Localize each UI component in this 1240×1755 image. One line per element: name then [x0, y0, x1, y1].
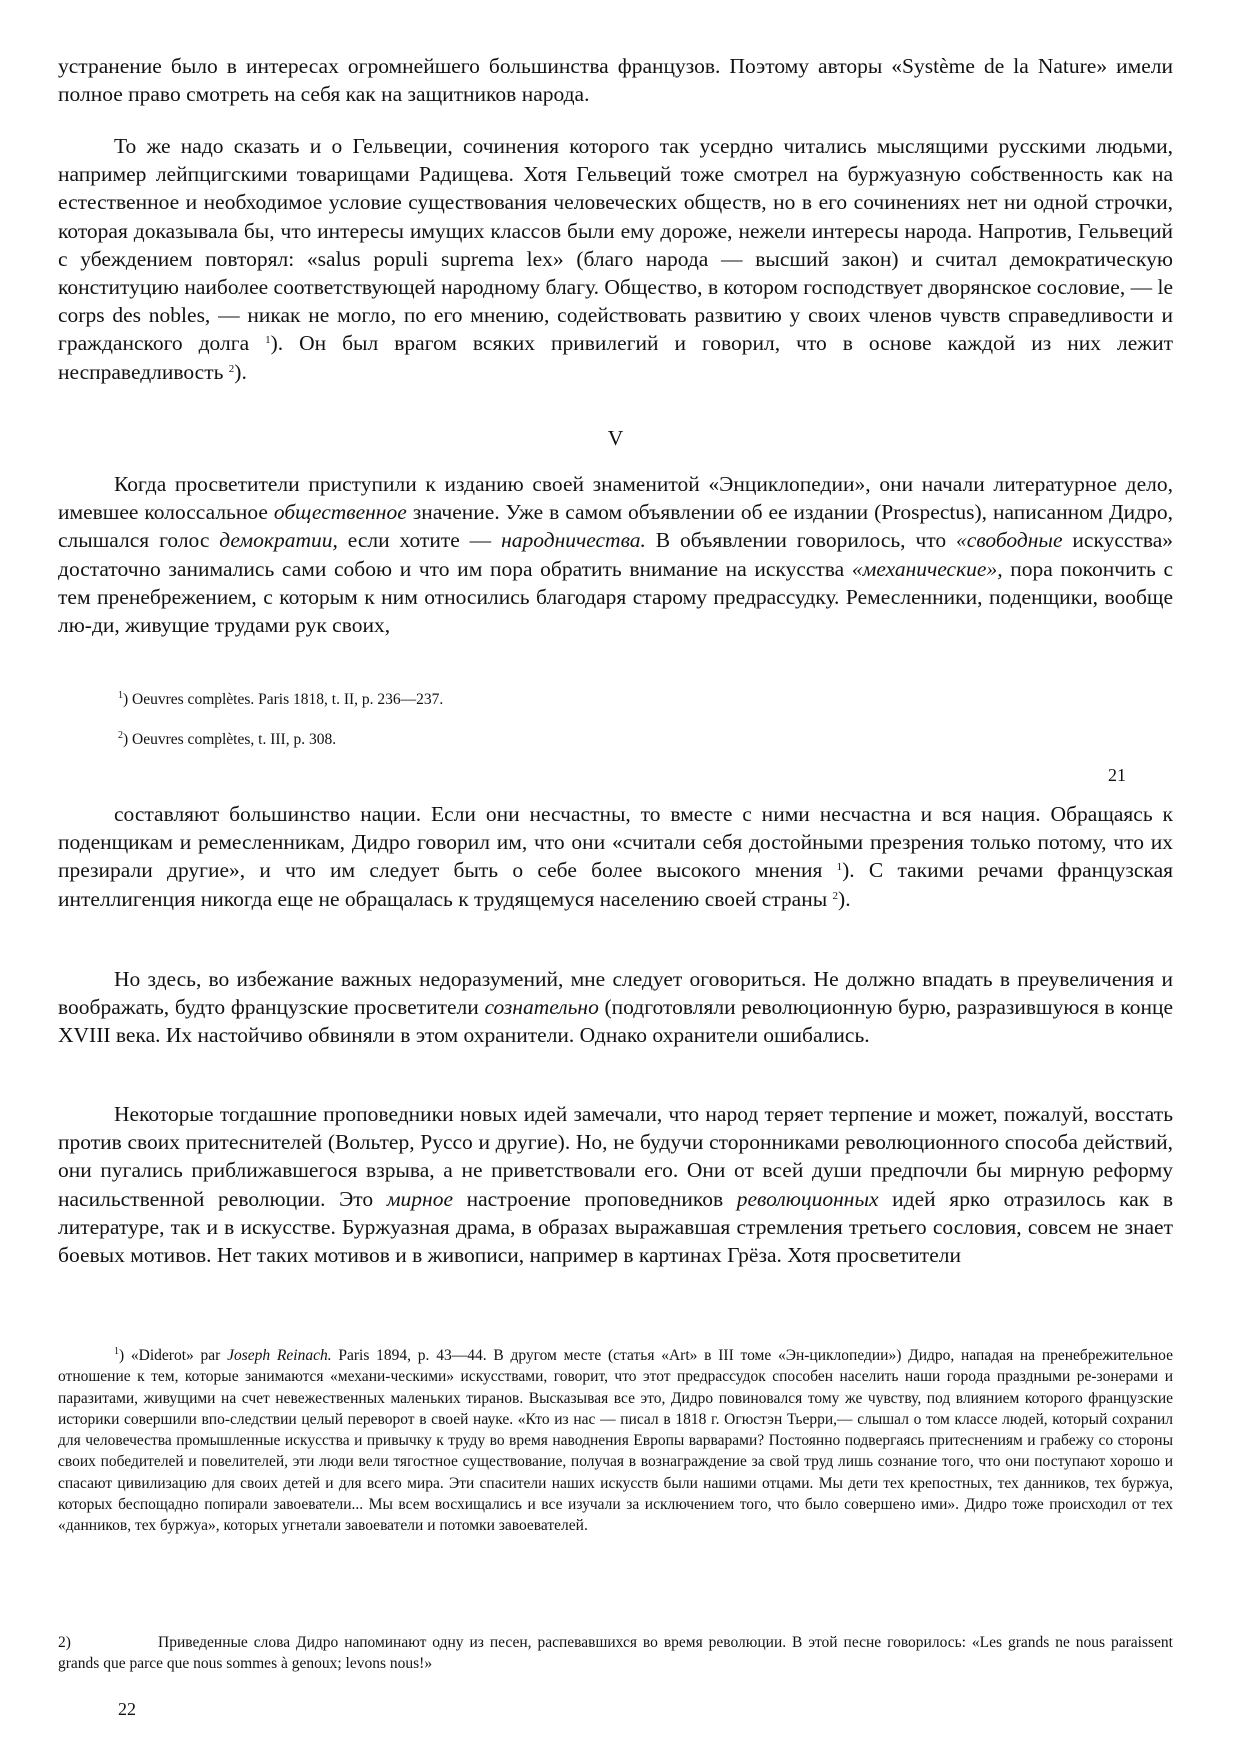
paragraph-encyclopedia: Когда просветители приступили к изданию своей знаменитой «Энциклопедии», они начали литературное дело, имевшее колоссальное общественное значение. Уже в самом объявлении об ее издании (Prospectus), написанном Дидро, слышался голос демократии, если хотите — народничества. В объявлении говорилось, что «свободные искусства» достаточно занимались сами собою и что им пора обратить внимание на искусства «механические», пора покончить с тем пренебрежением, с которым к ним относились благодаря старому предрассудку. Ремесленники, поденщики, вообще лю-ди, живущие трудами рук своих, — [58, 472, 1174, 638]
footnote-diderot: $^1$) «Diderot» par Joseph Reinach. Paris 1894, p. 43—44. В другом месте (статья «Art» в III томе «Эн-циклопедии») Дидро, нападая на пренебрежительное отношение к тем, которые занимаются «механи-ческими» искусствами, говорит, что этот предрассудок способен населить наши города праздными ре-зонерами и паразитами, живущими на счет невежественных маленьких тиранов. Высказывая все это, Дидро повиновался тому же чувству, под влиянием которого французские историки совершили впо-следствии целый переворот в своей науке. «Кто из нас — писал в 1818 г. Огюстэн Тьерри,— слышал о том классе людей, который сохранил для человечества промышленные искусства и привычку к труду во время наводнения Европы варварами? Постоянно подвергаясь притеснениям и грабежу со стороны своих победителей и повелителей, эти люди вели тягостное существование, получая в вознаграждение за свой труд лишь сознание того, что они поступают хорошо и спасают цивилизацию для своих детей и для всего мира. Эти спасители наших искусств были нашими отцами. Мы дети тех крепостных, тех данников, тех буржуа, которых беспощадно попирали завоеватели... Мы всем восхищались и все изучали за исключением того, что было совершено ими». Дидро тоже происходил от тех «данников, тех буржуа», которых угнетали завоеватели и потомки завоевателей. — [58, 1346, 1174, 1535]
paragraph-helvetius: То же надо сказать и о Гельвеции, сочинения которого так усердно читались мыслящими русскими людьми, например лейпцигскими товарищами Радищева. Хотя Гельвеций тоже смотрел на буржуазную собственность как на естественное и необходимое условие существования человеческих обществ, но в его сочинениях нет ни одной строчки, которая доказывала бы, что интересы имущих классов были ему дороже, нежели интересы народа. Напротив, Гельвеций с убеждением повторял: «salus populi suprema lex» (благо народа — высший закон) и считал демократическую конституцию наиболее соответствующей народному благу. Общество, в котором господствует дворянское сословие, — le corps des nobles, — никак не могло, по его мнению, содействовать развитию у своих членов чувств справедливости и гражданского долга $^1$). Он был врагом всяких привилегий и говорил, что в основе каждой из них лежит несправедливость $^2$). — [58, 134, 1173, 384]
footnote-ref: 2 — [832, 889, 839, 902]
section-heading: V — [607, 426, 624, 450]
page-number: 22 — [118, 1699, 136, 1719]
footnote-ref: 1 — [836, 861, 843, 874]
paragraph-nation: составляют большинство нации. Если они несчастны, то вместе с ними несчастна и вся нация. Обращаясь к поденщикам и ремесленникам, Дидро говорил им, что они «считали себя достойными презрения только потому, что их презирали другие», и что им следует быть о себе более высокого мнения $^1$). С такими речами французская интеллигенция никогда еще не обращалась к трудящемуся населению своей страны $^2$). — [58, 802, 1174, 911]
page-number: 21 — [1108, 765, 1126, 785]
footnote-ref: 2 — [228, 362, 235, 375]
paragraph-continuation: устранение было в интересах огромнейшего большинства французов. Поэтому авторы «Système de la Nature» имели полное право смотреть на себя как на защитников народа. — [58, 54, 1173, 107]
footnote-ref: 1 — [265, 334, 271, 347]
footnote-2: $^2$) Oeuvres complètes, t. III, p. 308. — [118, 730, 337, 748]
footnote-1: $^1$) Oeuvres complètes. Paris 1818, t. II, p. 236—237. — [118, 690, 444, 708]
paragraph-misunderstanding: Но здесь, во избежание важных недоразумений, мне следует оговориться. Не должно впадать в преувеличения и воображать, будто французские просветители сознательно (подготовляли революционную бурю, разразившуюся в конце XVIII века. Их настойчиво обвиняли в этом охранители. Однако охранители ошибались. — [58, 967, 1174, 1048]
footnote-song: 2) Приведенные слова Дидро напоминают одну из песен, распевавшихся во время революции. В этой песне говорилось: «Les grands ne nous paraissent grands que parce que nous sommes à genoux; levons nous!» — [58, 1634, 1173, 1673]
paragraph-preachers: Некоторые тогдашние проповедники новых идей замечали, что народ теряет терпение и может, пожалуй, восстать против своих притеснителей (Вольтер, Руссо и другие). Но, не будучи сторонниками революционного способа действий, они пугались приближавшегося взрыва, а не приветствовали его. Они от всей души предпочли бы мирную реформу насильственной революции. Это мирное настроение проповедников революционных идей ярко отразилось как в литературе, так и в искусстве. Буржуазная драма, в образах выражавшая стремления третьего сословия, совсем не знает боевых мотивов. Нет таких мотивов и в живописи, например в картинах Грёза. Хотя просветители — [58, 1102, 1173, 1268]
